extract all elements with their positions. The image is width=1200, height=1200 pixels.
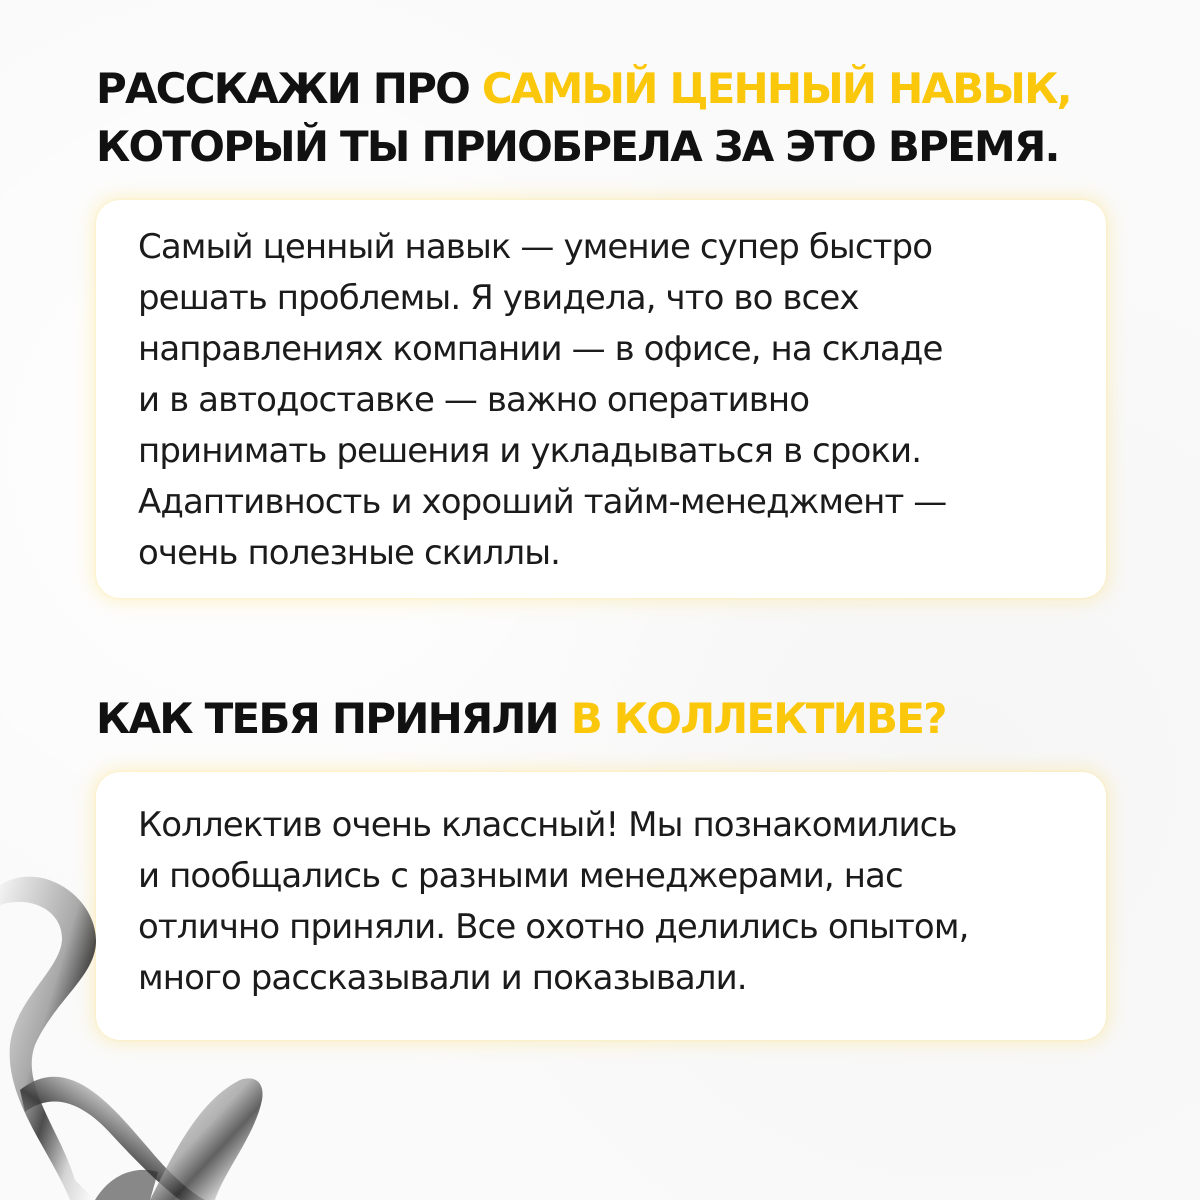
glass-ribbon-decoration-icon: [0, 850, 270, 1200]
question-heading-skill: [96, 60, 1136, 176]
heading-text: КАК ТЕБЯ ПРИНЯЛИ: [96, 694, 571, 743]
answer-text: [138, 800, 1098, 1004]
text-line: очень полезные скиллы.: [138, 533, 561, 573]
text-line: отлично приняли. Все охотно делились опытом,: [138, 907, 969, 947]
answer-card-skill: [96, 200, 1106, 598]
text-line: Коллектив очень классный! Мы познакомились: [138, 805, 957, 845]
text-line: решать проблемы. Я увидела, что во всех: [138, 278, 859, 318]
text-line: направлениях компании — в офисе, на складе: [138, 329, 943, 369]
heading-text: КОТОРЫЙ ТЫ ПРИОБРЕЛА ЗА ЭТО ВРЕМЯ.: [96, 122, 1059, 171]
text-line: и в автодоставке — важно оперативно: [138, 380, 810, 420]
heading-accent-text: САМЫЙ ЦЕННЫЙ НАВЫК,: [481, 64, 1071, 113]
heading-accent-text: В КОЛЛЕКТИВЕ?: [570, 694, 946, 743]
heading-text: РАССКАЖИ ПРО: [96, 64, 482, 113]
text-line: принимать решения и укладываться в сроки.: [138, 431, 922, 471]
text-line: Самый ценный навык — умение супер быстро: [138, 227, 933, 267]
question-heading-team: [96, 690, 1136, 748]
text-line: много рассказывали и показывали.: [138, 958, 747, 998]
answer-text: [138, 222, 1098, 579]
text-line: и пообщались с разными менеджерами, нас: [138, 856, 903, 896]
text-line: Адаптивность и хороший тайм-менеджмент —: [138, 482, 947, 522]
